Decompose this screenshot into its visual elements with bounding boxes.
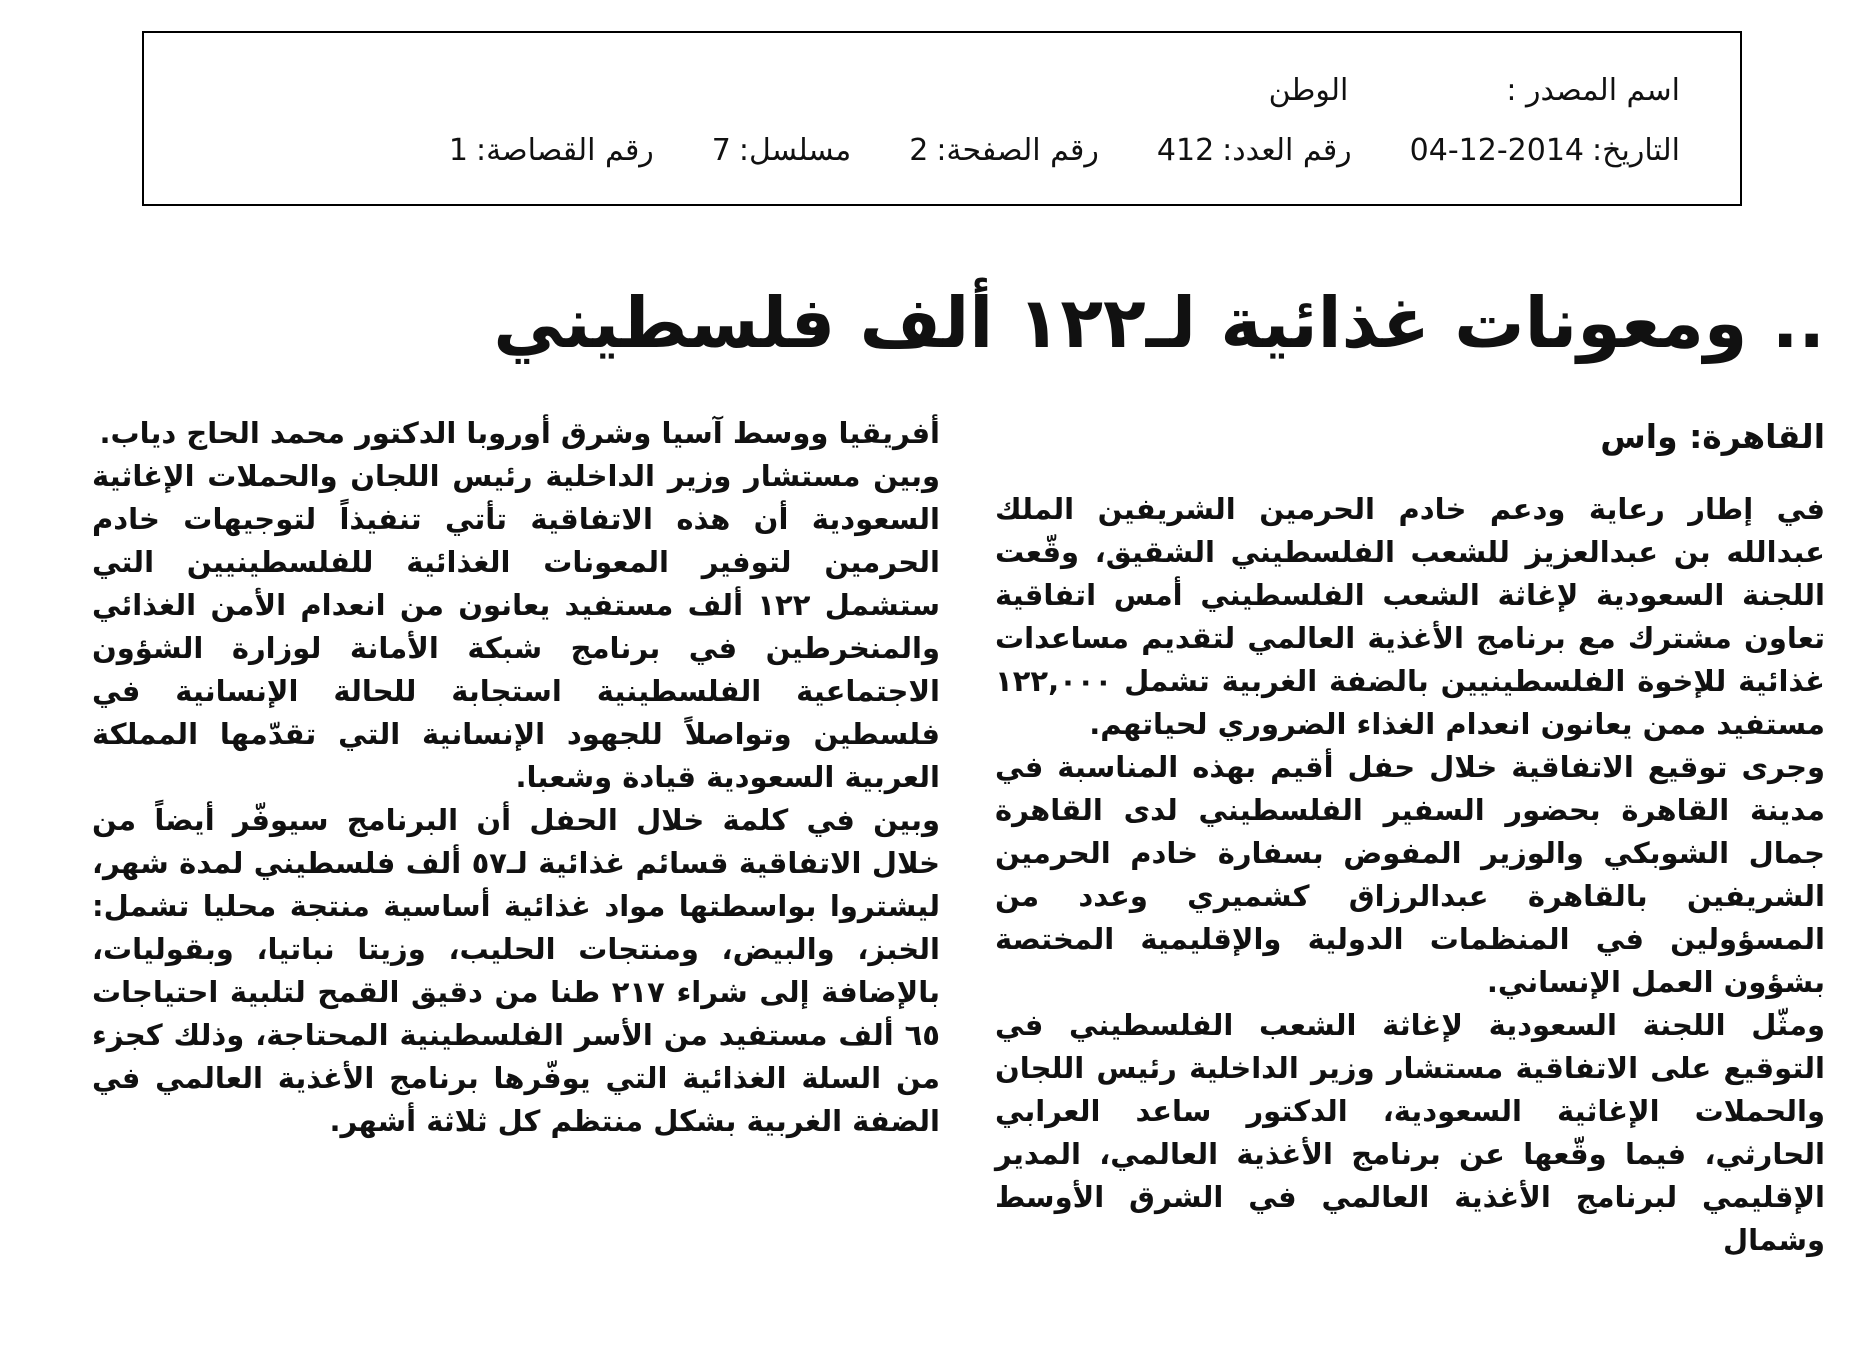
source-field xyxy=(1269,73,1680,108)
article-paragraph: أفريقيا ووسط آسيا وشرق أوروبا الدكتور محمد الحاج دياب. xyxy=(99,416,940,450)
article-paragraph: وبين في كلمة خلال الحفل أن البرنامج سيوفّر أيضاً من خلال الاتفاقية قسائم غذائية لـ٥٧ ألف فلسطيني لمدة شهر، ليشتروا بواسطتها مواد غذائية أساسية منتجة محليا تشمل: الخبز، والبيض، ومنتجات الحليب، وزيتا نباتيا، وبقوليات، بالإضافة إلى شراء ٢١٧ طنا من دقيق القمح لتلبية احتياجات ٦٥ ألف مستفيد من الأسر الفلسطينية المحتاجة، وذلك كجزء من السلة الغذائية التي يوفّرها برنامج الأغذية العالمي في الضفة الغربية بشكل منتظم كل ثلاثة أشهر. xyxy=(92,803,941,1138)
article-paragraph: في إطار رعاية ودعم خادم الحرمين الشريفين الملك عبدالله بن عبدالعزيز للشعب الفلسطيني الشقيق، وقّعت اللجنة السعودية لإغاثة الشعب الفلسطيني أمس اتفاقية تعاون مشترك مع برنامج الأغذية العالمي لتقديم مساعدات غذائية للإخوة الفلسطينيين بالضفة الغربية تشمل ١٢٢,٠٠٠ مستفيد ممن يعانون انعدام الغذاء الضروري لحياتهم. xyxy=(995,492,1825,741)
clipping-metadata-box xyxy=(142,31,1742,206)
serial-field xyxy=(712,133,851,168)
date-value: 04-12-2014 xyxy=(1409,133,1585,168)
article-column-left xyxy=(92,412,940,1143)
source-value: الوطن xyxy=(1268,73,1349,108)
clip-label: رقم القصاصة: xyxy=(475,133,654,168)
clip-field xyxy=(449,133,654,168)
issue-field xyxy=(1157,133,1352,168)
article-column-right xyxy=(995,415,1825,1262)
article-paragraph: وجرى توقيع الاتفاقية خلال حفل أقيم بهذه المناسبة في مدينة القاهرة بحضور السفير الفلسطيني لدى القاهرة جمال الشوبكي والوزير المفوض بسفارة خادم الحرمين الشريفين بالقاهرة عبدالرزاق كشميري وعدد من المسؤولين في المنظمات الدولية والإقليمية المختصة بشؤون العمل الإنساني. xyxy=(995,750,1825,999)
clip-value: 1 xyxy=(448,133,468,168)
article-dateline: القاهرة: واس xyxy=(1600,417,1825,456)
article-paragraph: وبين مستشار وزير الداخلية رئيس اللجان والحملات الإغاثية السعودية أن هذه الاتفاقية تأتي تنفيذاً لتوجيهات خادم الحرمين لتوفير المعونات الغذائية للفلسطينيين التي ستشمل ١٢٢ ألف مستفيد يعانون من انعدام الأمن الغذائي والمنخرطين في برنامج شبكة الأمانة لوزارة الشؤون الاجتماعية الفلسطينية استجابة للحالة الإنسانية في فلسطين وتواصلاً للجهود الإنسانية التي تقدّمها المملكة العربية السعودية قيادة وشعبا. xyxy=(92,459,940,794)
date-label: التاريخ: xyxy=(1592,133,1680,168)
metadata-source-row xyxy=(204,73,1680,108)
page-field xyxy=(909,133,1099,168)
source-label: اسم المصدر : xyxy=(1506,73,1680,108)
issue-value: 412 xyxy=(1156,133,1215,168)
page-value: 2 xyxy=(909,133,929,168)
date-field xyxy=(1410,133,1680,168)
issue-label: رقم العدد: xyxy=(1222,133,1352,168)
metadata-details-row xyxy=(204,133,1680,168)
article-paragraph: ومثّل اللجنة السعودية لإغاثة الشعب الفلسطيني في التوقيع على الاتفاقية مستشار وزير الداخلية رئيس اللجان والحملات الإغاثية السعودية، الدكتور ساعد العرابي الحارثي، فيما وقّعها عن برنامج الأغذية العالمي، المدير الإقليمي لبرنامج الأغذية العالمي في الشرق الأوسط وشمال xyxy=(995,1008,1825,1257)
article-headline: .. ومعونات غذائية لـ١٢٢ ألف فلسطيني xyxy=(493,282,1825,364)
page-label: رقم الصفحة: xyxy=(936,133,1099,168)
serial-value: 7 xyxy=(711,133,731,168)
serial-label: مسلسل: xyxy=(738,133,852,168)
